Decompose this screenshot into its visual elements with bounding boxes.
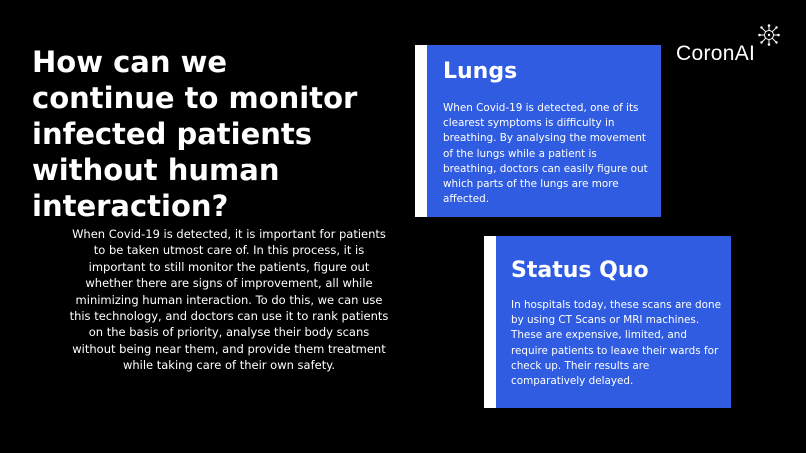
status-quo-card-title: Status Quo — [511, 258, 649, 283]
card-accent-bar — [484, 236, 496, 408]
lungs-card-body: When Covid-19 is detected, one of its clearest symptoms is difficulty in breathing. By analysing the movement of the lungs while a patient is breathing, doctors can easily figure out which parts of the lungs are more affected. — [443, 102, 648, 206]
brand-logo — [676, 24, 798, 74]
slide-headline: How can we continue to monitor infected patients without human interaction? — [32, 45, 358, 223]
status-quo-card-body: In hospitals today, these scans are done by using CT Scans or MRI machines. These are expensive, limited, and require patients to leave their wards for check up. Their results are comparatively delayed. — [511, 299, 721, 388]
card-accent-bar — [415, 45, 427, 217]
intro-paragraph: When Covid-19 is detected, it is important for patients to be taken utmost care of. In this process, it is important to still monitor the patients, figure out whether there are signs of improvement, all while minimizing human interaction. To do this, we can use this technology, and doctors can use it to rank patients on the basis of priority, analyse their body scans without being near them, and provide them treatment while taking care of their own safety. — [69, 227, 389, 373]
lungs-card — [415, 45, 661, 217]
lungs-card-title: Lungs — [443, 59, 518, 84]
virus-icon — [758, 24, 780, 46]
logo-text: CoronAI — [676, 42, 756, 65]
status-quo-card — [484, 236, 731, 408]
